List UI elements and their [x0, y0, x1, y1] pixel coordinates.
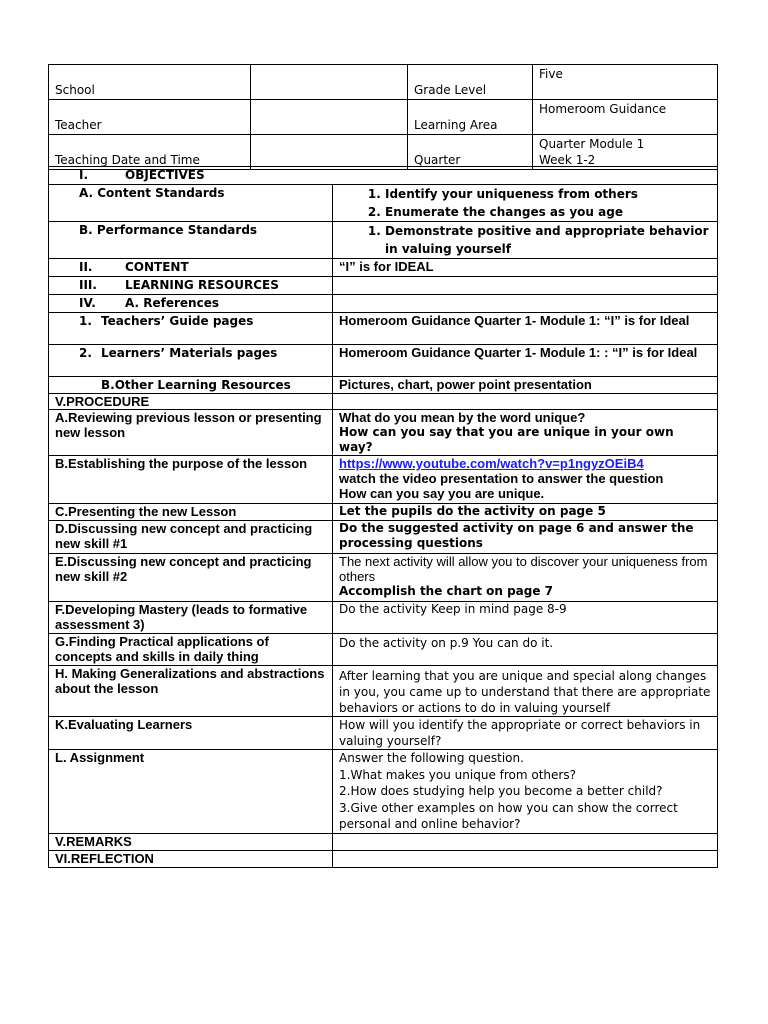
remarks-label: V.REMARKS — [49, 833, 333, 850]
performance-standard-item: 1. Demonstrate positive and appropriate behavior in valuing yourself — [385, 222, 711, 258]
procedure-b-question: How can you say you are unique. — [339, 486, 545, 501]
procedure-b-instruction: watch the video presentation to answer the question — [339, 471, 664, 486]
procedure-e-text: The next activity will allow you to discover your uniqueness from others — [339, 554, 708, 584]
procedure-a-label: A.Reviewing previous lesson or presenting new lesson — [49, 410, 333, 456]
school-value — [251, 65, 408, 100]
procedure-d-label: D.Discussing new concept and practicing new skill #1 — [49, 521, 333, 554]
learning-area-label: Learning Area — [408, 100, 533, 135]
content-row — [49, 259, 718, 277]
procedure-h-value: After learning that you are unique and special along changes in you, you came up to understand that there are appropriate behaviors or actions to do in valuing yourself — [333, 666, 718, 717]
header-row-date — [49, 135, 718, 170]
learning-resources-row — [49, 277, 718, 295]
objectives-num: I. — [79, 168, 89, 182]
performance-standards-row — [49, 222, 718, 259]
performance-standards-list — [339, 222, 711, 258]
other-resources-label: B.Other Learning Resources — [49, 377, 333, 394]
quarter-module: Quarter Module 1 — [539, 137, 645, 151]
procedure-g-label: G.Finding Practical applications of concepts and skills in daily thing — [49, 634, 333, 666]
remarks-row — [49, 833, 718, 850]
other-resources-value: Pictures, chart, power point presentation — [333, 377, 718, 394]
teacher-value — [251, 100, 408, 135]
procedure-row — [49, 394, 718, 410]
procedure-c-value: Let the pupils do the activity on page 5 — [333, 504, 718, 521]
learners-materials-value: Homeroom Guidance Quarter 1- Module 1: : “I” is for Ideal — [333, 345, 718, 377]
teachers-guide-row — [49, 313, 718, 345]
procedure-k-row — [49, 717, 718, 750]
procedure-l-label: L. Assignment — [49, 750, 333, 834]
teaching-date-label: Teaching Date and Time — [49, 135, 251, 170]
procedure-b-row — [49, 456, 718, 504]
procedure-c-row — [49, 504, 718, 521]
teaching-date-value — [251, 135, 408, 170]
header-row-teacher — [49, 100, 718, 135]
assignment-question: 1.What makes you unique from others? — [339, 767, 576, 782]
content-standards-row — [49, 185, 718, 222]
procedure-h-label: H. Making Generalizations and abstractions about the lesson — [49, 666, 333, 717]
content-num: II. — [79, 260, 93, 274]
teachers-guide-label: Teachers’ Guide pages — [101, 314, 254, 328]
procedure-l-row — [49, 750, 718, 834]
procedure-k-label: K.Evaluating Learners — [49, 717, 333, 750]
procedure-g-value: Do the activity on p.9 You can do it. — [333, 634, 718, 666]
video-link[interactable]: https://www.youtube.com/watch?v=p1ngyzOEiB4 — [339, 456, 644, 471]
procedure-d-row — [49, 521, 718, 554]
references-num: IV. — [79, 296, 96, 310]
content-value: “I” is for IDEAL — [333, 259, 718, 277]
assignment-instruction: Answer the following question. — [339, 751, 524, 765]
procedure-e-instruction: Accomplish the chart on page 7 — [339, 584, 554, 598]
procedure-c-label: C.Presenting the new Lesson — [49, 504, 333, 521]
procedure-f-label: F.Developing Mastery (leads to formative assessment 3) — [49, 602, 333, 634]
procedure-e-label: E.Discussing new concept and practicing new skill #2 — [49, 554, 333, 602]
learning-resources-num: III. — [79, 278, 97, 292]
procedure-a-subquestion: How can you say that you are unique in your own way? — [339, 425, 674, 454]
learners-materials-num: 2. — [79, 346, 92, 360]
procedure-b-label: B.Establishing the purpose of the lesson — [49, 456, 333, 504]
references-row — [49, 295, 718, 313]
learning-resources-title: LEARNING RESOURCES — [125, 278, 279, 292]
quarter-week: Week 1-2 — [539, 153, 596, 167]
school-label: School — [49, 65, 251, 100]
learners-materials-label: Learners’ Materials pages — [101, 346, 278, 360]
references-title: A. References — [125, 296, 219, 310]
procedure-a-row — [49, 410, 718, 456]
other-resources-row — [49, 377, 718, 394]
learning-area-value: Homeroom Guidance — [533, 100, 718, 135]
remarks-value — [333, 833, 718, 850]
lesson-table — [48, 166, 718, 868]
content-standards-label: A. Content Standards — [49, 185, 333, 222]
procedure-h-row — [49, 666, 718, 717]
grade-level-value: Five — [533, 65, 718, 100]
teachers-guide-num: 1. — [79, 314, 92, 328]
procedure-title: V.PROCEDURE — [49, 394, 333, 410]
content-standard-item: 1. Identify your uniqueness from others — [385, 185, 711, 203]
reflection-label: VI.REFLECTION — [49, 850, 333, 867]
content-standards-list — [339, 185, 711, 221]
content-title: CONTENT — [125, 260, 189, 274]
objectives-row — [49, 167, 718, 185]
procedure-d-value: Do the suggested activity on page 6 and answer the processing questions — [333, 521, 718, 554]
reflection-row — [49, 850, 718, 867]
content-standard-item: 2. Enumerate the changes as you age — [385, 203, 711, 221]
assignment-question: 2.How does studying help you become a better child? — [339, 784, 663, 798]
header-row-school — [49, 65, 718, 100]
objectives-title: OBJECTIVES — [125, 168, 205, 182]
procedure-f-value: Do the activity Keep in mind page 8-9 — [333, 602, 718, 634]
assignment-question: 3.Give other examples on how you can show the correct personal and online behavior? — [339, 800, 678, 831]
quarter-value — [533, 135, 718, 170]
procedure-e-row — [49, 554, 718, 602]
procedure-a-question: What do you mean by the word unique? — [339, 410, 586, 425]
quarter-label: Quarter — [408, 135, 533, 170]
reflection-value — [333, 850, 718, 867]
header-table — [48, 64, 718, 170]
learners-materials-row — [49, 345, 718, 377]
teacher-label: Teacher — [49, 100, 251, 135]
procedure-g-row — [49, 634, 718, 666]
procedure-k-value: How will you identify the appropriate or correct behaviors in valuing yourself? — [333, 717, 718, 750]
performance-standards-label: B. Performance Standards — [49, 222, 333, 259]
procedure-f-row — [49, 602, 718, 634]
grade-level-label: Grade Level — [408, 65, 533, 100]
teachers-guide-value: Homeroom Guidance Quarter 1- Module 1: “I” is for Ideal — [333, 313, 718, 345]
